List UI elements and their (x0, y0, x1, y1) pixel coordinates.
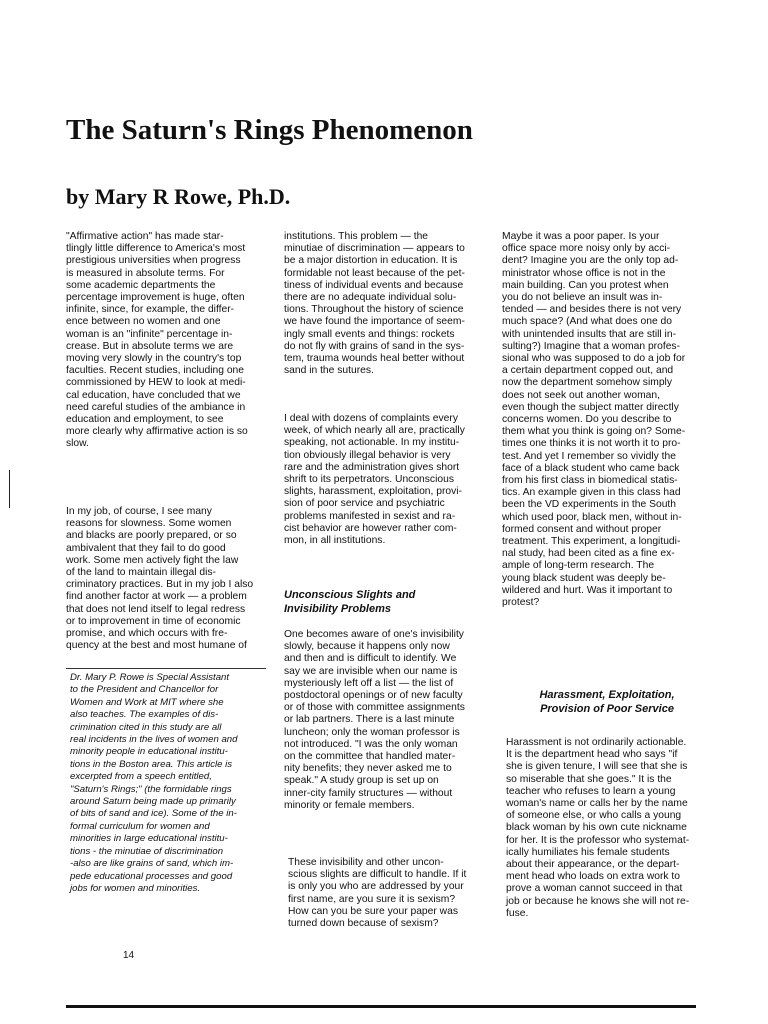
text-line: be a major distortion in education. It is (284, 255, 458, 267)
text-line: Unconscious Slights and (284, 589, 416, 601)
text-line: she is given tenure, I will see that she is (506, 761, 688, 773)
text-line: black woman by his own cute nickname (506, 822, 687, 834)
text-line: woman's name or calls her by the name (506, 798, 688, 810)
text-line: speak." A study group is set up on (284, 775, 439, 787)
text-line: so miserable that she goes." It is the (506, 773, 672, 785)
text-line: of bits of sand and ice). Some of the in- (70, 808, 237, 820)
text-line: ment head who loads on extra work to (506, 871, 681, 883)
text-line: about their appearance, or the depart- (506, 859, 680, 871)
text-line: tiness of individual events and because (284, 279, 464, 291)
article-title: The Saturn's Rings Phenomenon (66, 114, 473, 146)
text-line: "Saturn's Rings;" (the formidable rings (70, 783, 232, 795)
text-line: more clearly why affirmative action is so (66, 426, 248, 438)
text-line: concerns women. Do you describe to (502, 414, 672, 426)
text-line: or of those with committee assignments (284, 702, 465, 714)
text-line: much space? (And what does one do (502, 316, 673, 328)
text-line: reasons for slowness. Some women (66, 518, 232, 530)
text-line: formidable not least because of the pet- (284, 267, 465, 279)
text-line: jobs for women and minorities. (70, 882, 201, 894)
text-line: first name, are you sure it is sexism? (288, 893, 456, 905)
section-heading-harassment (502, 688, 712, 716)
text-line: tended — and besides there is not very (502, 304, 682, 316)
text-line: now the department somehow simply (502, 377, 672, 389)
page-number: 14 (123, 950, 135, 961)
text-line: fuse. (506, 907, 529, 919)
text-line: does not seek out another woman, (502, 389, 660, 401)
text-line: not introduced. "I was the only woman (284, 738, 458, 750)
text-line: pede educational processes and good (70, 870, 233, 882)
text-line: office space more noisy only by acci- (502, 243, 671, 255)
text-line: find another factor at work — a problem (66, 591, 247, 603)
text-line: In my job, of course, I see many (66, 506, 212, 517)
text-line: It is the department head who says "if (506, 749, 678, 761)
text-line: minority or female members. (284, 799, 415, 811)
text-line: tics. An example given in this class had (502, 487, 681, 499)
text-line: infinite, since, for example, the differ- (66, 304, 235, 316)
col2-paragraph-2 (284, 413, 489, 547)
text-line: for her. It is the professor who systemat- (506, 834, 690, 846)
text-line: cal education, have concluded that we (66, 389, 241, 401)
text-line: with unintended insults that are still in- (502, 328, 676, 340)
text-line: wildered and hurt. Was it important to (502, 584, 673, 596)
text-line: face of a black student who came back (502, 462, 680, 474)
col3-paragraph-1 (502, 231, 712, 609)
text-line: which used poor, black men, without in- (502, 511, 682, 523)
text-line: promise, and which occurs with fre- (66, 628, 228, 640)
text-line: times one thinks it is not worth it to pro- (502, 438, 681, 450)
text-line: commissioned by HEW to look at medi- (66, 377, 246, 389)
text-line: tions in the Boston area. This article is (70, 758, 233, 770)
margin-mark (9, 470, 10, 508)
text-line: These invisibility and other uncon- (288, 857, 444, 868)
text-line: Harassment, Exploitation, (539, 689, 675, 701)
text-line: criminatory practices. But in my job I also (66, 579, 254, 591)
text-line: you do not believe an insult was in- (502, 292, 663, 304)
text-line: teacher who refuses to learn a young (506, 785, 676, 797)
text-line: some academic departments the (66, 279, 216, 291)
text-line: dent? Imagine you are the only top ad- (502, 255, 679, 267)
text-line: speaking, not actionable. In my institu- (284, 437, 460, 449)
text-line: rare and the administration gives short (284, 461, 460, 473)
text-line: is measured in absolute terms. For (66, 267, 225, 279)
text-line: tem, trauma wounds heal better without (284, 353, 465, 365)
text-line: ambivalent that they fail to do good (66, 542, 226, 554)
text-line: formed consent and without proper (502, 523, 662, 535)
text-line: of someone else, or who calls a young (506, 810, 682, 822)
text-line: Women and Work at MIT where she (70, 696, 224, 708)
text-line: problems manifested in sexist and ra- (284, 510, 456, 522)
text-line: a certain department copped out, and (502, 365, 674, 377)
author-note (70, 672, 270, 895)
text-line: mysteriously left off a list — the list of (284, 677, 454, 689)
text-line: even though the subject matter directly (502, 401, 679, 413)
text-line: slowly, because it happens only now (284, 641, 450, 653)
text-line: I deal with dozens of complaints every (284, 413, 458, 424)
text-line: prestigious universities when progress (66, 255, 241, 267)
text-line: formal curriculum for women and (70, 820, 210, 832)
text-line: institutions. This problem — the (284, 231, 429, 242)
text-line: How can you be sure your paper was (288, 905, 458, 917)
text-line: education and employment, to see (66, 414, 224, 426)
text-line: postdoctoral openings or of new faculty (284, 690, 463, 702)
text-line: Maybe it was a poor paper. Is your (502, 231, 660, 242)
text-line: woman is an "infinite" percentage in- (66, 328, 233, 340)
text-line: sulting?) Imagine that a woman profes- (502, 340, 680, 352)
text-line: from his first class in biomedical statis- (502, 475, 678, 487)
text-line: cist behavior are however rather com- (284, 522, 457, 534)
text-line: on the committee that handled mater- (284, 751, 456, 763)
text-line: minority people in educational institu- (70, 746, 228, 758)
col1-paragraph-1 (66, 231, 266, 451)
text-line: real incidents in the lives of women and (70, 734, 238, 746)
text-line: around Saturn being made up primarily (70, 796, 236, 808)
text-line: prove a woman cannot succeed in that (506, 883, 683, 895)
text-line: minorities in large educational institu- (70, 833, 228, 845)
text-line: tlingly little difference to America's most (66, 243, 246, 255)
text-line: main building. Can you protest when (502, 279, 669, 291)
bottom-rule (66, 1005, 696, 1008)
text-line: ence between no women and one (66, 316, 221, 328)
text-line: crimination cited in this study are all (70, 721, 222, 733)
text-line: moving very slowly in the country's top (66, 353, 242, 365)
col2-paragraph-4 (288, 857, 493, 930)
text-line: to the President and Chancellor for (70, 684, 219, 696)
text-line: Dr. Mary P. Rowe is Special Assistant (70, 672, 230, 683)
text-line: sand in the sutures. (284, 365, 374, 377)
text-line: we have found the importance of seem- (284, 316, 465, 328)
text-line: there are no adequate individual solu- (284, 292, 457, 304)
text-line: been the VD experiments in the South (502, 499, 677, 511)
text-line: young black student was deeply be- (502, 572, 666, 584)
text-line: scious slights are difficult to handle. If it (288, 869, 467, 881)
text-line: mon, in all institutions. (284, 535, 386, 547)
text-line: and then and is difficult to identify. We (284, 653, 457, 665)
text-line: nity benefits; they never asked me to (284, 763, 452, 775)
text-line: One becomes aware of one's invisibility (284, 629, 464, 640)
section-heading-invisibility (284, 588, 489, 616)
text-line: ingly small events and things: rockets (284, 328, 455, 340)
text-line: tions - the minutiae of discrimination (70, 845, 224, 857)
text-line: do not fly with grains of sand in the sys- (284, 340, 465, 352)
text-line: inner-city family structures — without (284, 787, 453, 799)
text-line: test. And yet I remember so vividly the (502, 450, 676, 462)
text-line: also teaches. The examples of dis- (70, 709, 219, 721)
text-line: sional who was supposed to do a job for (502, 353, 686, 365)
text-line: crease. But in absolute terms we are (66, 340, 234, 352)
text-line: week, of which nearly all are, practically (284, 425, 465, 437)
text-line: -also are like grains of sand, which im- (70, 858, 234, 870)
text-line: treatment. This experiment, a longitudi- (502, 536, 681, 548)
text-line: ically humiliates his female students (506, 846, 670, 858)
text-line: slights, harassment, exploitation, provi- (284, 486, 462, 498)
text-line: quency at the best and most humane of (66, 640, 247, 652)
col2-paragraph-1 (284, 231, 489, 377)
text-line: that does not lend itself to legal redress (66, 603, 246, 615)
text-line: excerpted from a speech entitled, (70, 771, 212, 783)
text-line: job or because he knows she will not re- (506, 895, 690, 907)
text-line: shrift to its perpetrators. Unconscious (284, 474, 454, 486)
text-line: tion obviously illegal behavior is very (284, 449, 451, 461)
text-line: is only you who are addressed by your (288, 881, 464, 893)
text-line: work. Some men actively fight the law (66, 554, 239, 566)
text-line: turned down because of sexism? (288, 918, 439, 930)
text-line: them what you think is going on? Some- (502, 426, 686, 438)
text-line: Harassment is not ordinarily actionable. (506, 737, 687, 748)
col1-paragraph-2 (66, 506, 266, 652)
text-line: percentage improvement is huge, often (66, 292, 245, 304)
author-byline: by Mary R Rowe, Ph.D. (66, 184, 291, 209)
text-line: or lab partners. There is a last minute (284, 714, 455, 726)
text-line: sion of poor service and psychiatric (284, 498, 445, 510)
text-line: Invisibility Problems (284, 603, 391, 615)
text-line: of the land to maintain illegal dis- (66, 567, 216, 579)
text-line: luncheon; only the woman professor is (284, 726, 460, 738)
text-line: "Affirmative action" has made star- (66, 231, 224, 242)
text-line: say we are invisible when our name is (284, 665, 458, 677)
text-line: tions. Throughout the history of science (284, 304, 464, 316)
text-line: faculties. Recent studies, including one (66, 365, 245, 377)
text-line: need careful studies of the ambiance in (66, 401, 246, 413)
text-line: ample of long-term research. The (502, 560, 655, 572)
text-line: or to improvement in time of economic (66, 615, 241, 627)
footnote-rule (66, 668, 266, 669)
col3-paragraph-2 (506, 737, 709, 920)
text-line: nal study, had been cited as a fine ex- (502, 548, 675, 560)
text-line: Provision of Poor Service (540, 703, 674, 715)
text-line: ministrator whose office is not in the (502, 267, 666, 279)
col2-paragraph-3 (284, 629, 489, 812)
text-line: and blacks are poorly prepared, or so (66, 530, 237, 542)
text-line: protest? (502, 597, 540, 609)
text-line: slow. (66, 438, 89, 450)
text-line: minutiae of discrimination — appears to (284, 243, 465, 255)
